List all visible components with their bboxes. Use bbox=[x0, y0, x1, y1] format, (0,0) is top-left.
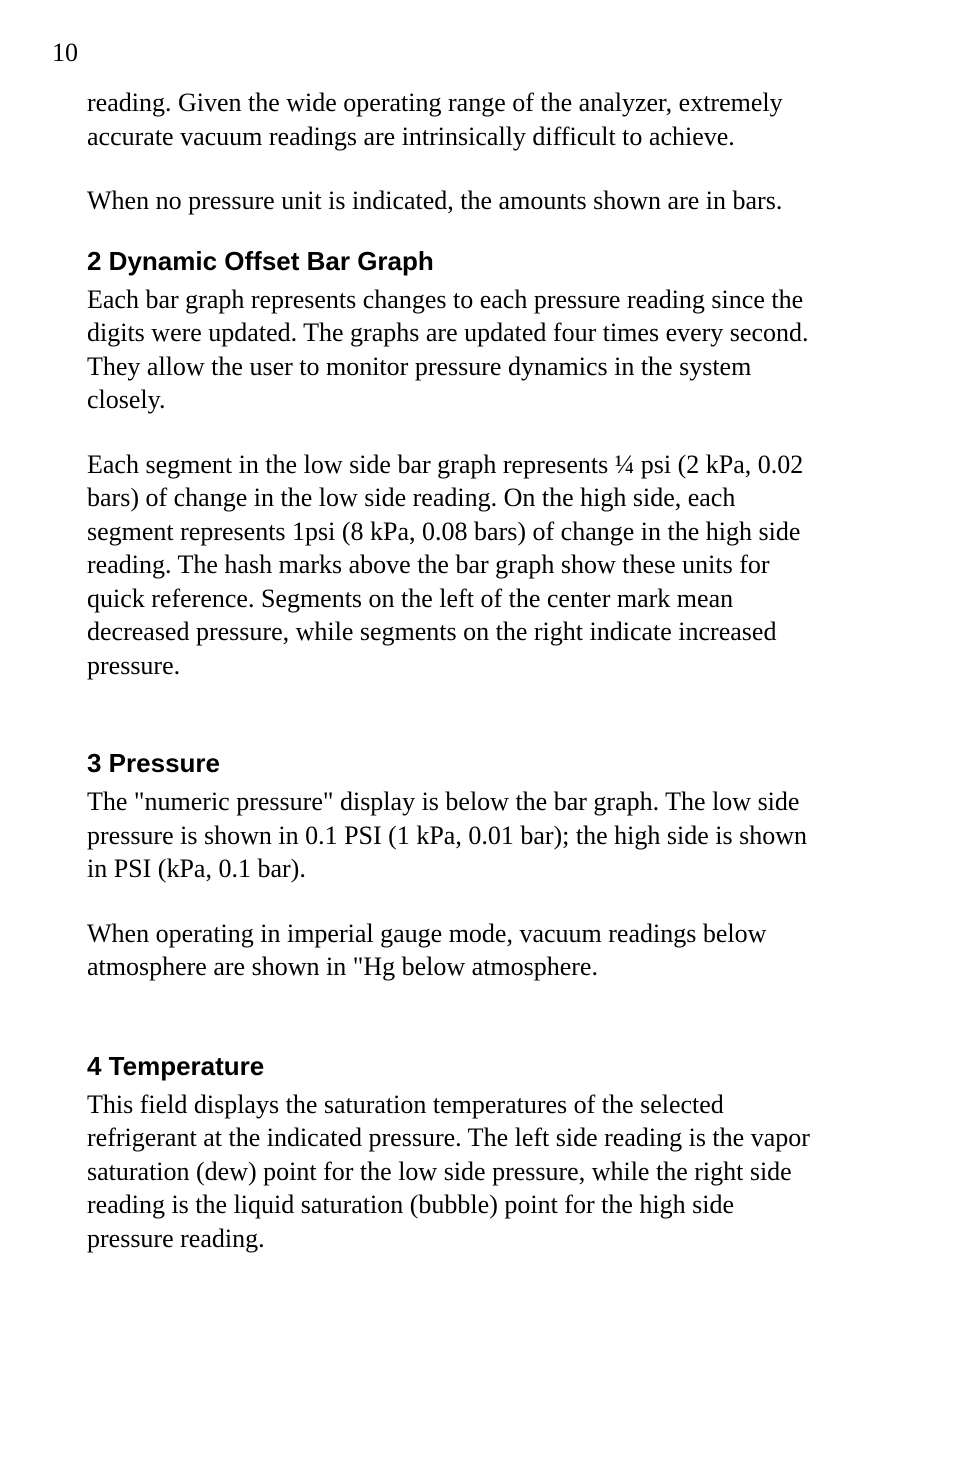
document-body bbox=[87, 86, 907, 1255]
bar-graph-paragraph-2: Each segment in the low side bar graph represents ¼ psi (2 kPa, 0.02 bars) of change in the low side reading. On the high side, each segment represents 1psi (8 kPa, 0.08 bars) of change in the high side reading. The hash marks above the bar graph show these units for quick reference. Segments on the left of the center mark mean decreased pressure, while segments on the right indicate increased pressure. bbox=[87, 449, 804, 680]
temperature-paragraph-1: This field displays the saturation temperatures of the selected refrigerant at the indicated pressure. The left side reading is the vapor saturation (dew) point for the low side pressure, while the right side reading is the liquid saturation (bubble) point for the high side pressure reading. bbox=[87, 1089, 810, 1253]
section-heading-temperature: 4 Temperature bbox=[87, 1050, 265, 1081]
page-number: 10 bbox=[52, 38, 78, 67]
pressure-paragraph-1: The "numeric pressure" display is below the bar graph. The low side pressure is shown in 0.1 PSI (1 kPa, 0.01 bar); the high side is shown in PSI (kPa, 0.1 bar). bbox=[87, 787, 808, 883]
intro-paragraph-1: reading. Given the wide operating range of the analyzer, extremely accurate vacuum readings are intrinsically difficult to achieve. bbox=[87, 88, 783, 151]
section-heading-pressure: 3 Pressure bbox=[87, 748, 220, 778]
pressure-paragraph-2: When operating in imperial gauge mode, vacuum readings below atmosphere are shown in "Hg below atmosphere. bbox=[87, 918, 767, 981]
bar-graph-paragraph-1: Each bar graph represents changes to each pressure reading since the digits were updated. The graphs are updated four times every second. They allow the user to monitor pressure dynamics in the system closely. bbox=[87, 284, 809, 414]
intro-paragraph-2: When no pressure unit is indicated, the amounts shown are in bars. bbox=[87, 186, 783, 215]
section-heading-bar-graph: 2 Dynamic Offset Bar Graph bbox=[87, 245, 434, 276]
